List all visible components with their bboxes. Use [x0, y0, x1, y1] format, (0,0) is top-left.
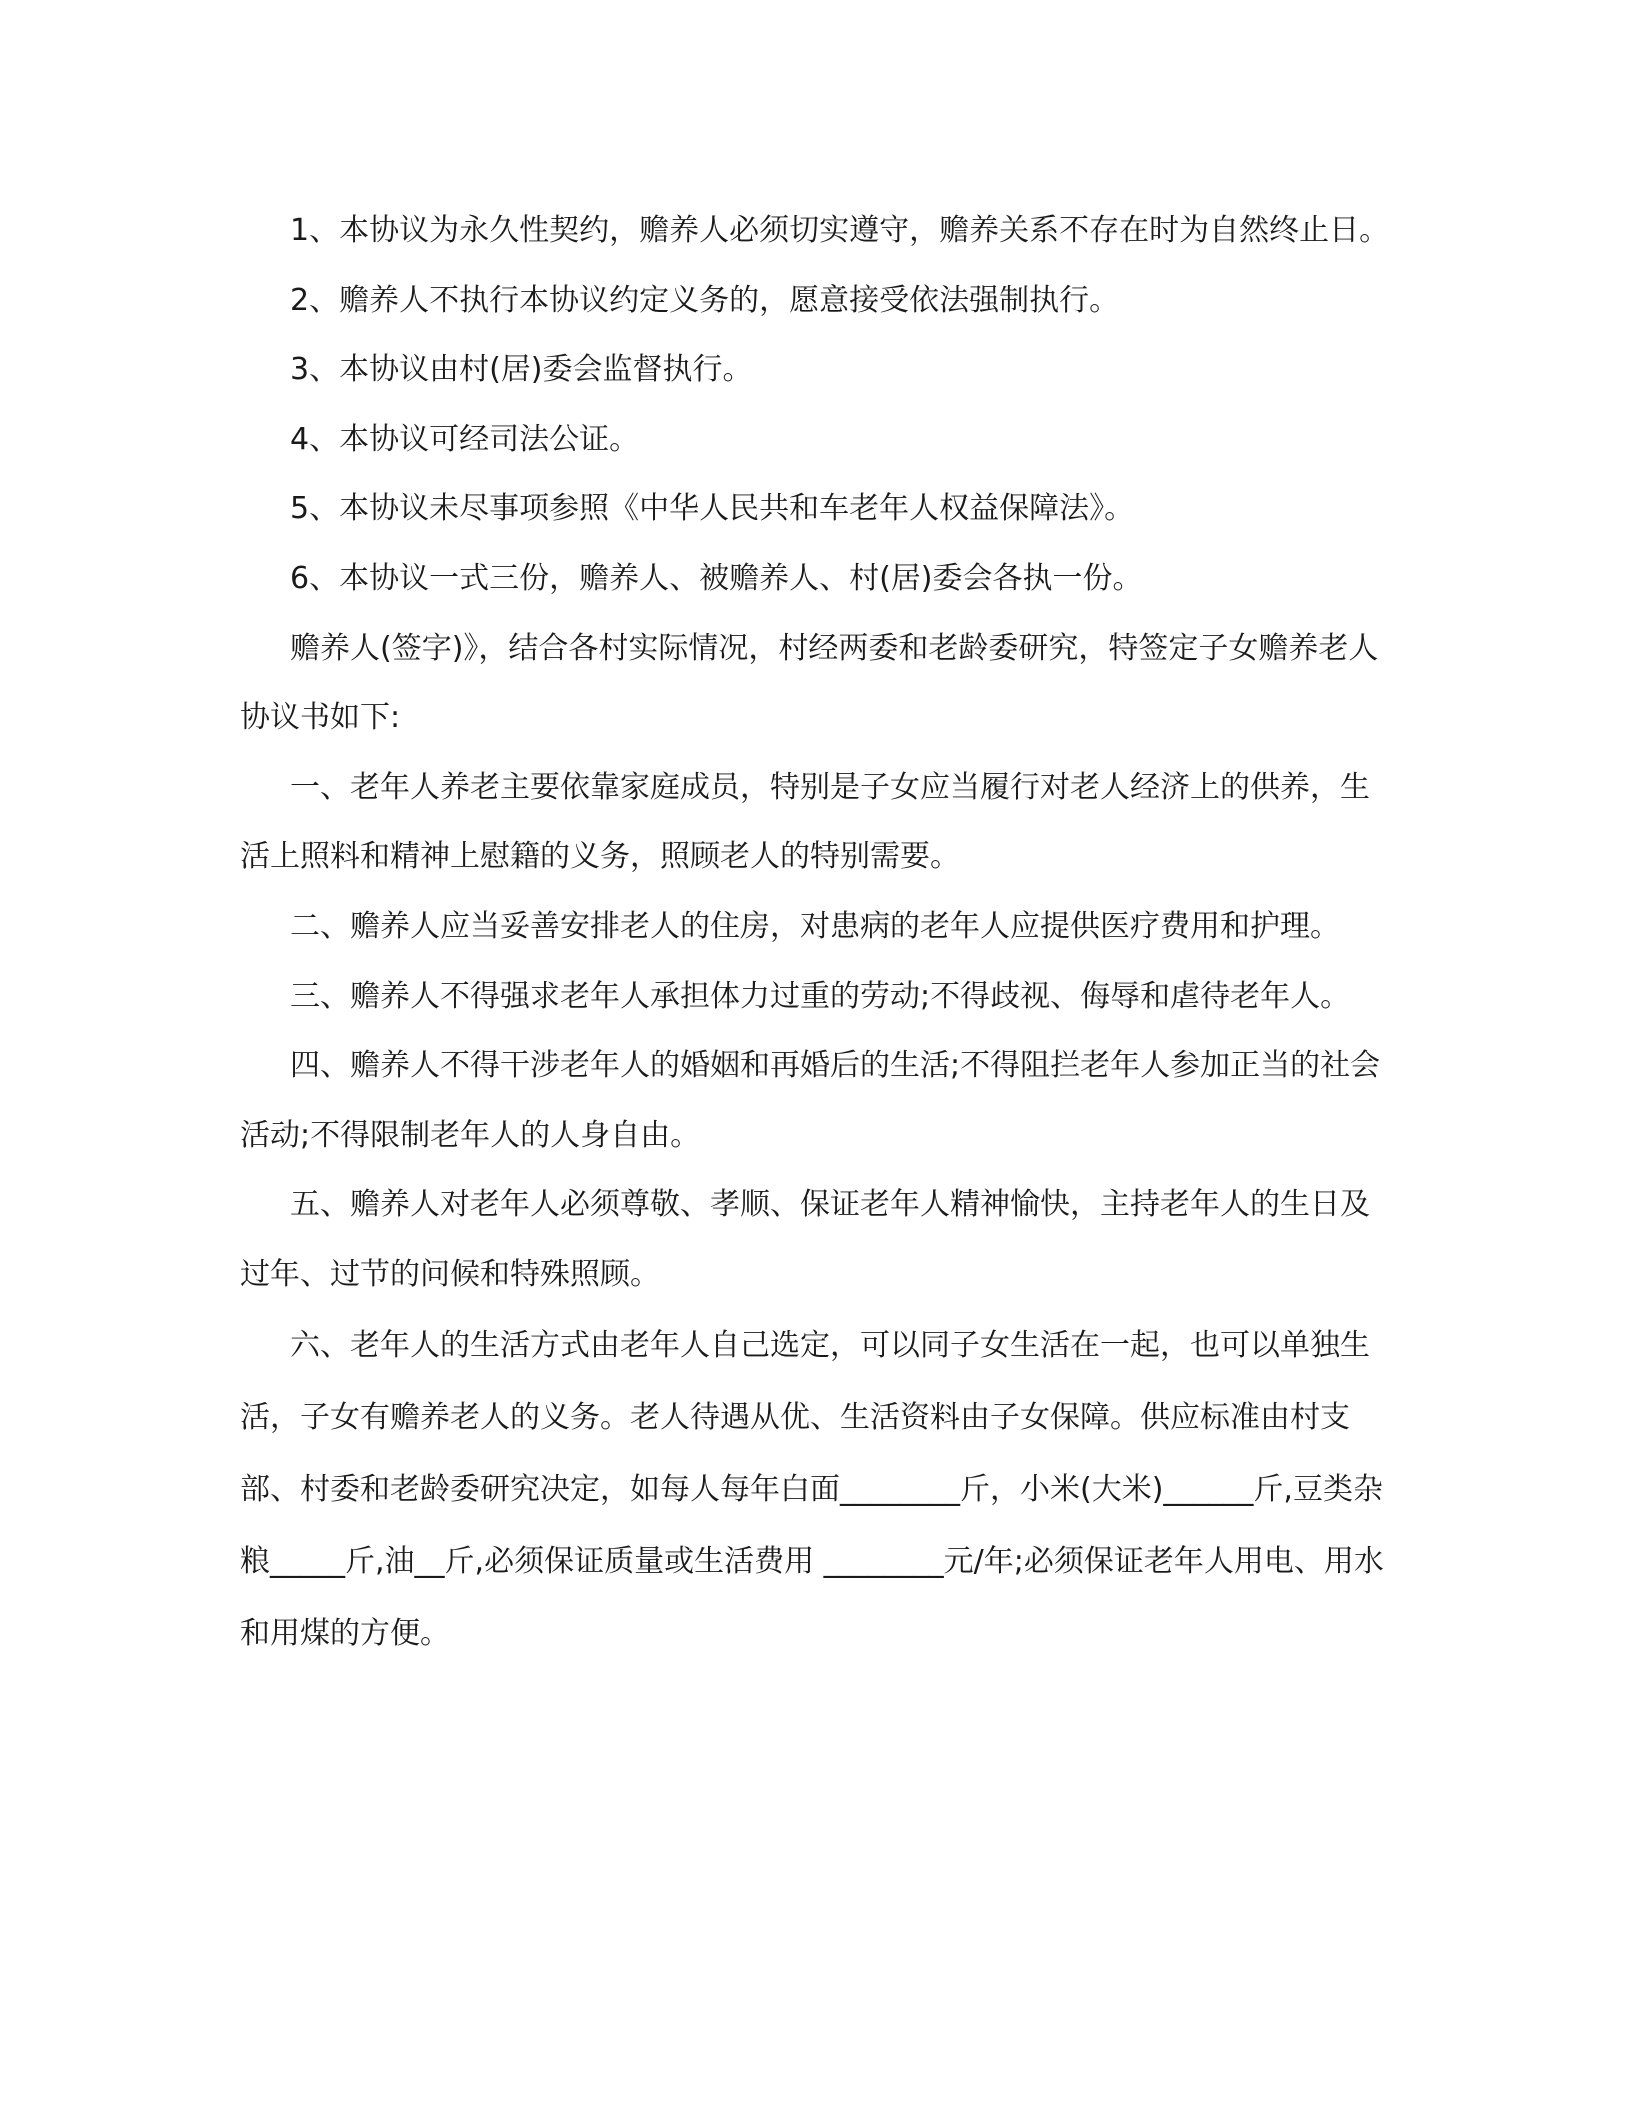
- clause-5: 5、本协议未尽事项参照《中华人民共和车老年人权益保障法》。: [290, 491, 1135, 527]
- article-five: 五、赡养人对老年人必须尊敬、孝顺、保证老年人精神愉快，主持老年人的生日及过年、过节的问候和特殊照顾。: [240, 1187, 1370, 1292]
- clause-4: 4、本协议可经司法公证。: [290, 421, 640, 457]
- article-one: 一、老年人养老主要依靠家庭成员，特别是子女应当履行对老人经济上的供养，生活上照料和精神上慰籍的义务，照顾老人的特别需要。: [240, 769, 1370, 875]
- clause-2: 2、赡养人不执行本协议约定义务的，愿意接受依法强制执行。: [290, 282, 1120, 318]
- clause-6: 6、本协议一式三份，赡养人、被赡养人、村(居)委会各执一份。: [290, 560, 1143, 596]
- article-four: 四、赡养人不得干涉老年人的婚姻和再婚后的生活;不得阻拦老年人参加正当的社会活动;不得限制老年人的人身自由。: [240, 1048, 1381, 1153]
- article-three: 三、赡养人不得强求老年人承担体力过重的劳动;不得歧视、侮辱和虐待老年人。: [290, 978, 1351, 1014]
- signature-intro: 赡养人(签字)》，结合各村实际情况，村经两委和老龄委研究，特签定子女赡养老人协议书如下:: [240, 630, 1379, 736]
- clause-3: 3、本协议由村(居)委会监督执行。: [290, 352, 753, 388]
- clause-1: 1、本协议为永久性契约，赡养人必须切实遵守，赡养关系不存在时为自然终止日。: [290, 213, 1390, 248]
- article-six: 六、老年人的生活方式由老年人自己选定，可以同子女生活在一起，也可以单独生活，子女有赡养老人的义务。老人待遇从优、生活资料由子女保障。供应标准由村支部、村委和老龄委研究决定，如每人每年白面________斤，小米(大米)______斤,豆类杂粮_____斤,油__斤,必须保证质量或生活费用 ________元/年;必须保证老年人用电、用水和用煤的方便。: [240, 1327, 1384, 1651]
- article-two: 二、赡养人应当妥善安排老人的住房，对患病的老年人应提供医疗费用和护理。: [290, 908, 1340, 944]
- document-body: [240, 196, 1390, 1670]
